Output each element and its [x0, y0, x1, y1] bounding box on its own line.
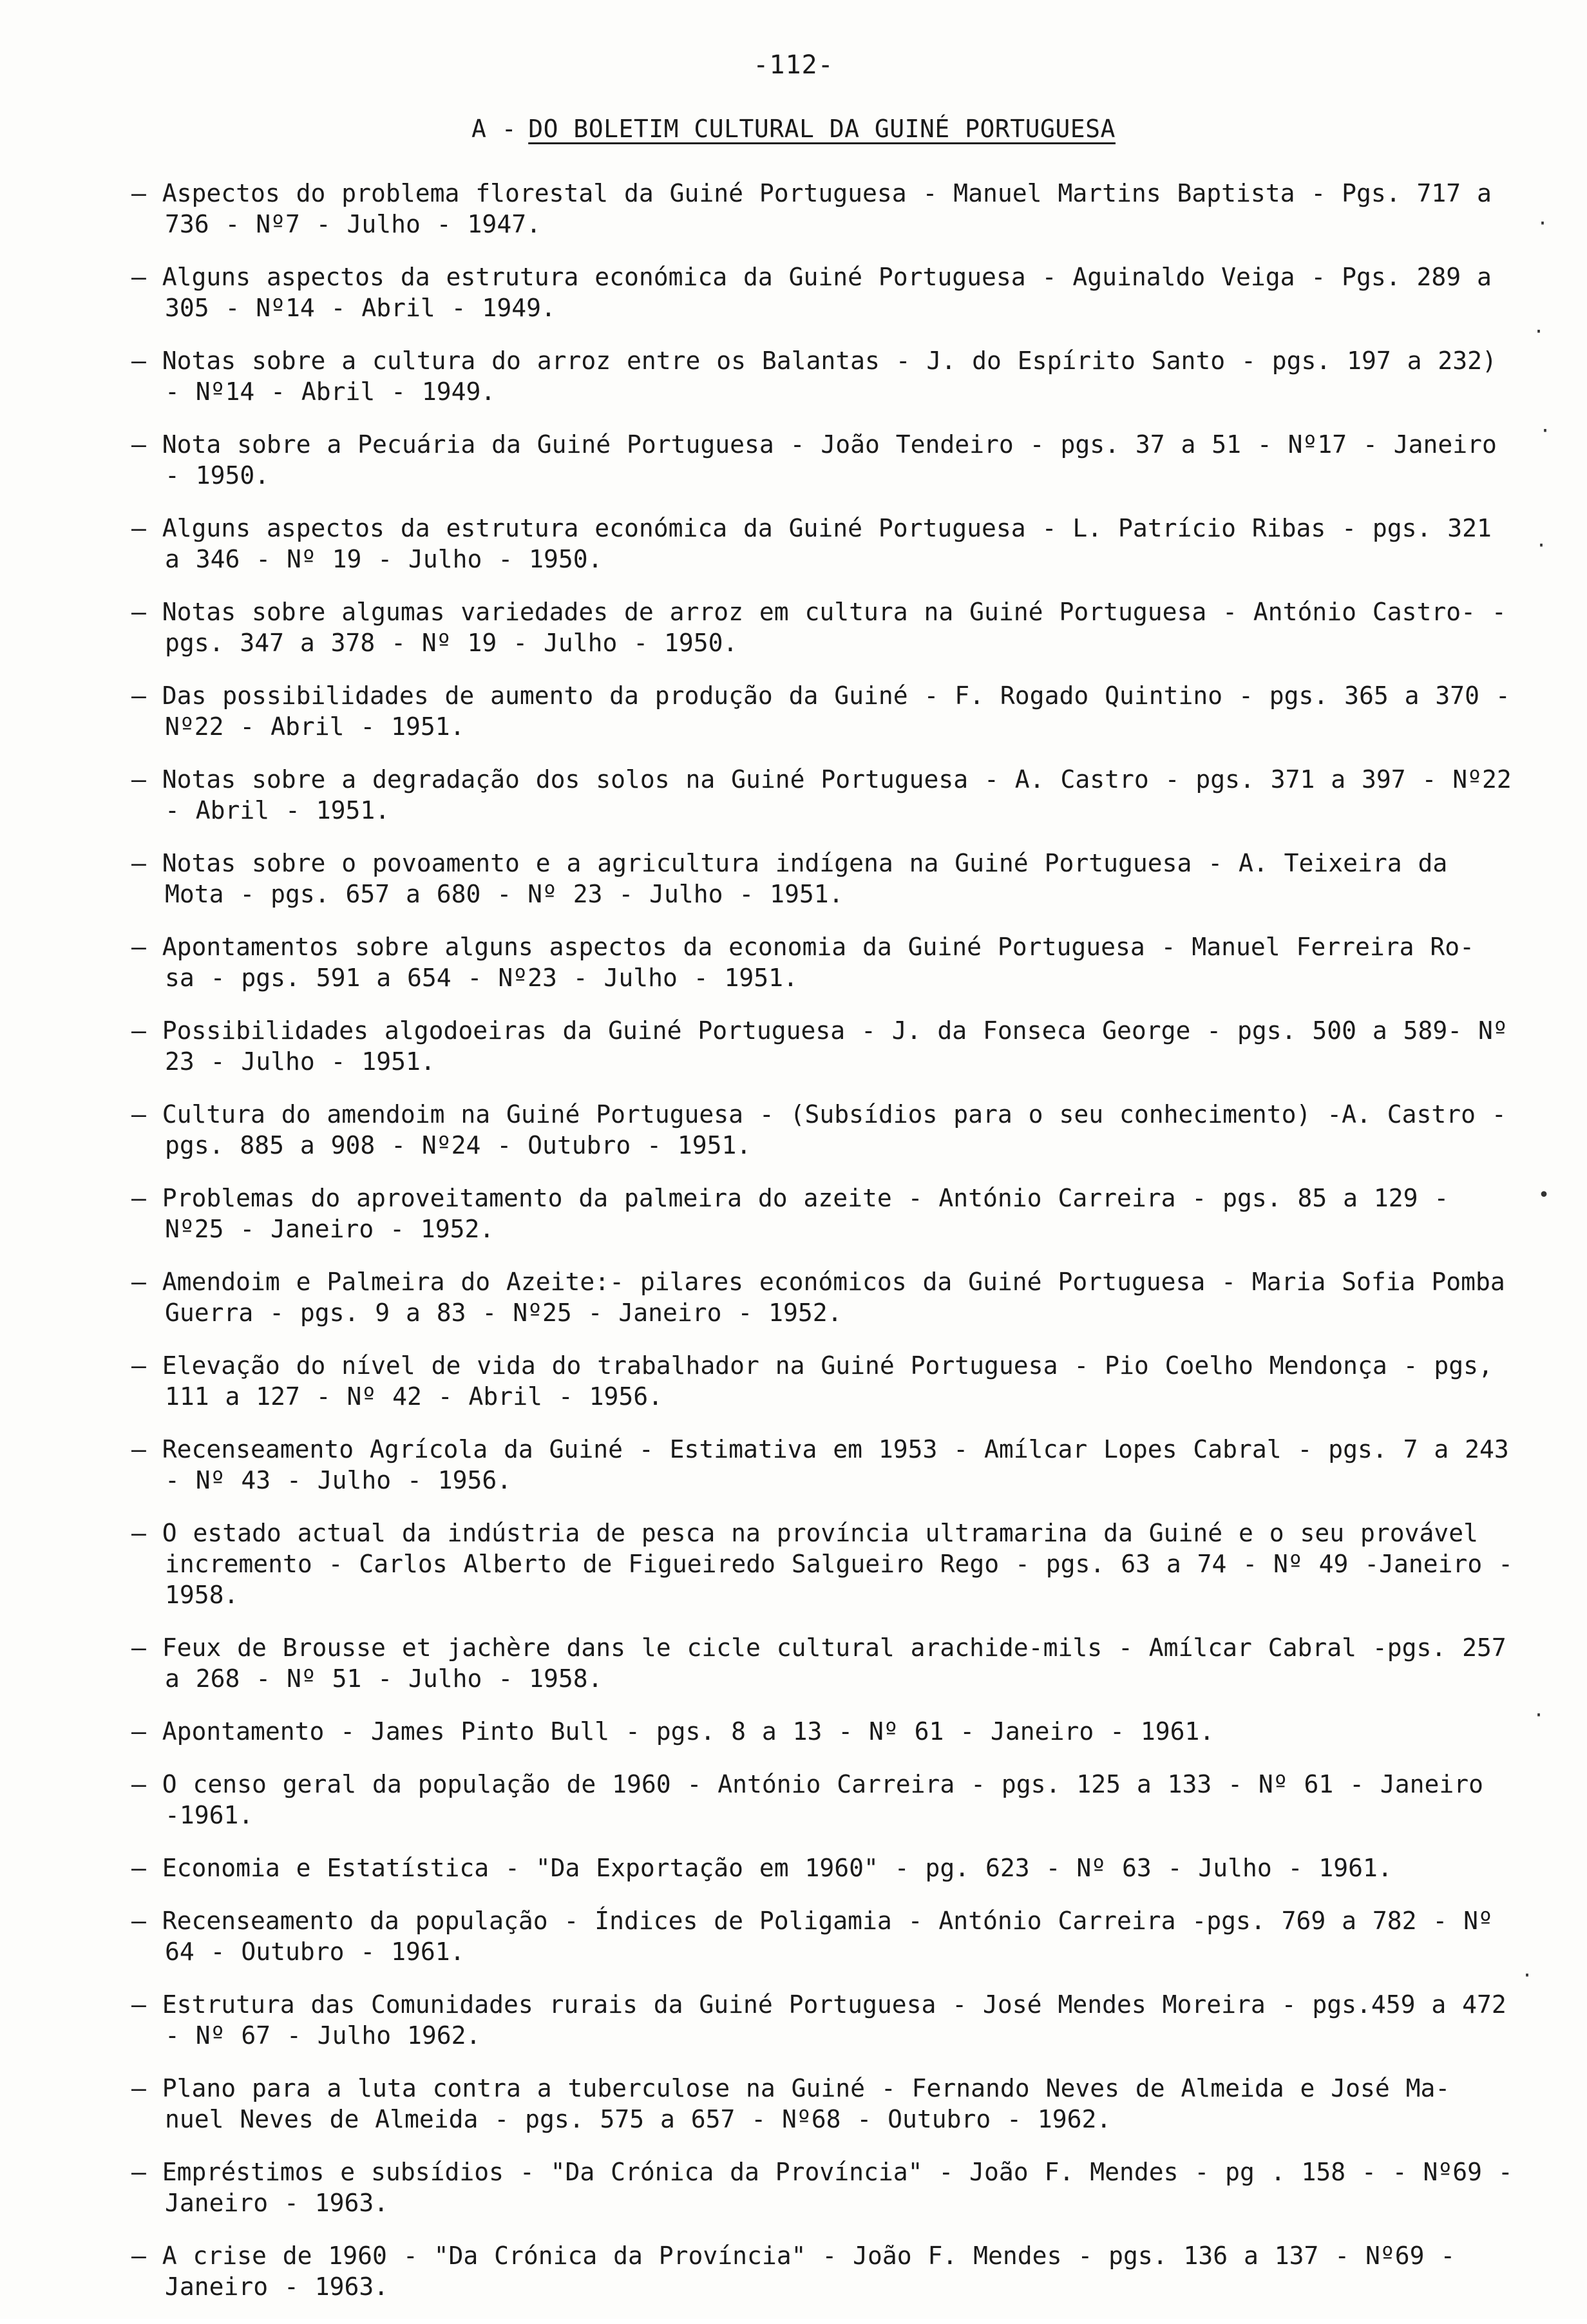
scan-speck: ·	[1539, 420, 1552, 443]
scan-speck: •	[1538, 1184, 1550, 1206]
scan-speck: ·	[1537, 213, 1549, 235]
bibliography-entry: – Notas sobre o povoamento e a agricultura indígena na Guiné Portuguesa - A. Teixeira da Mota - pgs. 657 a 680 - Nº 23 - Julho - 1951.	[97, 848, 1514, 910]
scan-speck: ·	[1535, 535, 1548, 557]
section-title: DO BOLETIM CULTURAL DA GUINÉ PORTUGUESA	[528, 115, 1116, 143]
bibliography-entry: – Das possibilidades de aumento da produção da Guiné - F. Rogado Quintino - pgs. 365 a 370 - Nº22 - Abril - 1951.	[97, 680, 1514, 742]
bibliography-entry: – Economia e Estatística - "Da Exportação em 1960" - pg. 623 - Nº 63 - Julho - 1961.	[97, 1853, 1514, 1883]
bibliography-entry: – A crise de 1960 - "Da Crónica da Província" - João F. Mendes - pgs. 136 a 137 - Nº69 - Janeiro - 1963.	[97, 2240, 1514, 2302]
bibliography-entry: – Notas sobre algumas variedades de arroz em cultura na Guiné Portuguesa - António Castro- - pgs. 347 a 378 - Nº 19 - Julho - 1950.	[97, 596, 1514, 658]
section-letter: A -	[471, 115, 517, 143]
bibliography-entry: – Recenseamento Agrícola da Guiné - Estimativa em 1953 - Amílcar Lopes Cabral - pgs. 7 a 243 - Nº 43 - Julho - 1956.	[97, 1434, 1514, 1496]
bibliography-entry: – Estrutura das Comunidades rurais da Guiné Portuguesa - José Mendes Moreira - pgs.459 a 472 - Nº 67 - Julho 1962.	[97, 1989, 1514, 2051]
section-heading	[0, 115, 1587, 143]
bibliography-entry: – Notas sobre a cultura do arroz entre os Balantas - J. do Espírito Santo - pgs. 197 a 232) - Nº14 - Abril - 1949.	[97, 345, 1514, 407]
bibliography-entry: – Problemas do aproveitamento da palmeira do azeite - António Carreira - pgs. 85 a 129 - Nº25 - Janeiro - 1952.	[97, 1183, 1514, 1244]
bibliography-entry: – Apontamentos sobre alguns aspectos da economia da Guiné Portuguesa - Manuel Ferreira Ro- sa - pgs. 591 a 654 - Nº23 - Julho - 1951.	[97, 931, 1514, 993]
scan-speck: ·	[1521, 1965, 1534, 1987]
bibliography-entry: – Notas sobre a degradação dos solos na Guiné Portuguesa - A. Castro - pgs. 371 a 397 - Nº22 - Abril - 1951.	[97, 764, 1514, 826]
page-number: -112-	[753, 50, 834, 80]
bibliography-entry: – Cultura do amendoim na Guiné Portuguesa - (Subsídios para o seu conhecimento) -A. Castro - pgs. 885 a 908 - Nº24 - Outubro - 1951.	[97, 1099, 1514, 1161]
bibliography-entry: – Amendoim e Palmeira do Azeite:- pilares económicos da Guiné Portuguesa - Maria Sofia Pomba Guerra - pgs. 9 a 83 - Nº25 - Janeiro - 1952.	[97, 1266, 1514, 1328]
bibliography-entry: – Empréstimos e subsídios - "Da Crónica da Província" - João F. Mendes - pg . 158 - - Nº69 - Janeiro - 1963.	[97, 2157, 1514, 2218]
bibliography-list	[97, 178, 1514, 2324]
bibliography-entry: – Recenseamento da população - Índices de Poligamia - António Carreira -pgs. 769 a 782 - Nº 64 - Outubro - 1961.	[97, 1905, 1514, 1967]
scan-speck: ·	[1533, 1704, 1545, 1727]
bibliography-entry: – Alguns aspectos da estrutura económica da Guiné Portuguesa - Aguinaldo Veiga - Pgs. 289 a 305 - Nº14 - Abril - 1949.	[97, 262, 1514, 323]
bibliography-entry: – Plano para a luta contra a tuberculose na Guiné - Fernando Neves de Almeida e José Ma- nuel Neves de Almeida - pgs. 575 a 657 - Nº68 - Outubro - 1962.	[97, 2073, 1514, 2135]
scan-speck: ·	[1533, 321, 1545, 343]
bibliography-entry: – Apontamento - James Pinto Bull - pgs. 8 a 13 - Nº 61 - Janeiro - 1961.	[97, 1716, 1514, 1747]
bibliography-entry: – Nota sobre a Pecuária da Guiné Portuguesa - João Tendeiro - pgs. 37 a 51 - Nº17 - Janeiro - 1950.	[97, 429, 1514, 491]
bibliography-entry: – O estado actual da indústria de pesca na província ultramarina da Guiné e o seu provável incremento - Carlos Alberto de Figueiredo Salgueiro Rego - pgs. 63 a 74 - Nº 49 -Janeiro - 1958.	[97, 1518, 1514, 1610]
bibliography-entry: – Alguns aspectos da estrutura económica da Guiné Portuguesa - L. Patrício Ribas - pgs. 321 a 346 - Nº 19 - Julho - 1950.	[97, 513, 1514, 575]
bibliography-entry: – Elevação do nível de vida do trabalhador na Guiné Portuguesa - Pio Coelho Mendonça - pgs, 111 a 127 - Nº 42 - Abril - 1956.	[97, 1350, 1514, 1412]
bibliography-entry: – Possibilidades algodoeiras da Guiné Portuguesa - J. da Fonseca George - pgs. 500 a 589- Nº 23 - Julho - 1951.	[97, 1015, 1514, 1077]
bibliography-entry: – Feux de Brousse et jachère dans le cicle cultural arachide-mils - Amílcar Cabral -pgs. 257 a 268 - Nº 51 - Julho - 1958.	[97, 1632, 1514, 1694]
bibliography-entry: – O censo geral da população de 1960 - António Carreira - pgs. 125 a 133 - Nº 61 - Janeiro -1961.	[97, 1769, 1514, 1831]
bibliography-entry: – Aspectos do problema florestal da Guiné Portuguesa - Manuel Martins Baptista - Pgs. 717 a 736 - Nº7 - Julho - 1947.	[97, 178, 1514, 240]
